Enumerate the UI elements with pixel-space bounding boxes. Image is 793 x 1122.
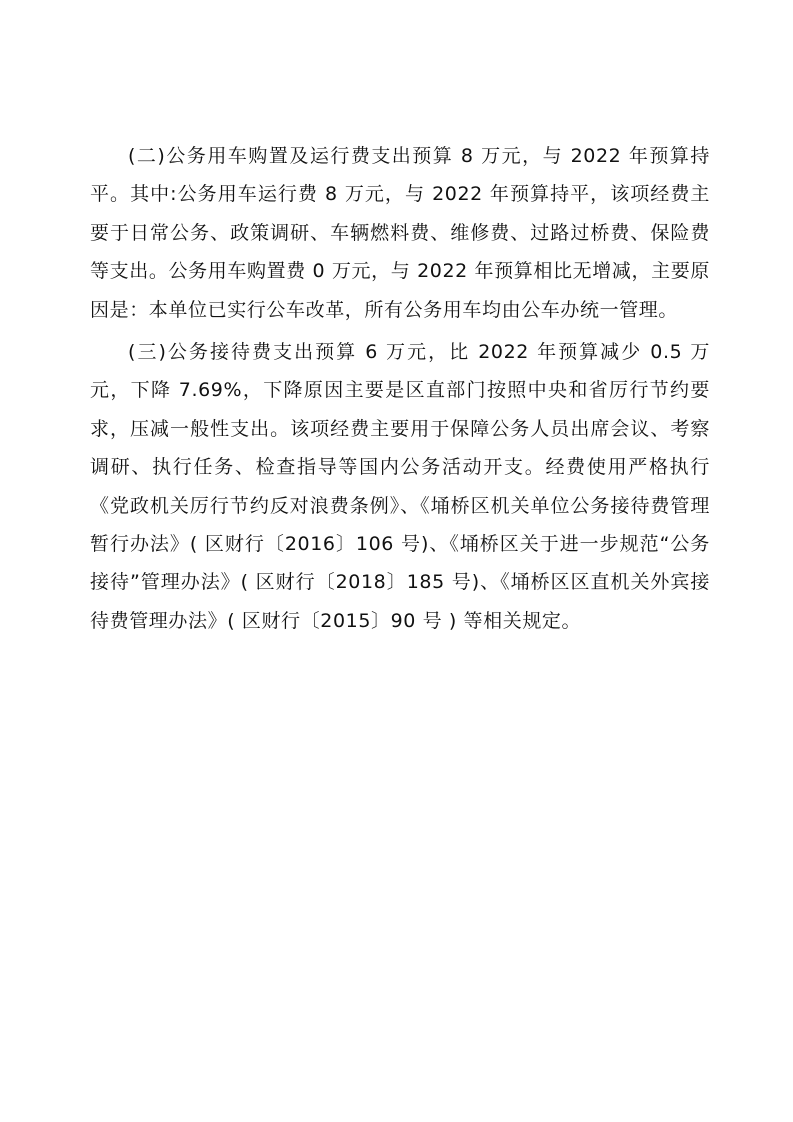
paragraph-vehicle-expenses: (二)公务用车购置及运行费支出预算 8 万元，与 2022 年预算持平。其中:公务用车运行费 8 万元，与 2022 年预算持平，该项经费主要于日常公务、政策调研、车辆燃料费、维修费、过路过桥费、保险费等支出。公务用车购置费 0 万元，与 2022 年预算相比无增减，主要原因是：本单位已实行公车改革，所有公务用车均由公车办统一管理。 <box>90 145 710 321</box>
document-body <box>90 137 710 644</box>
paragraph-reception-expenses: (三)公务接待费支出预算 6 万元，比 2022 年预算减少 0.5 万元，下降 7.69%，下降原因主要是区直部门按照中央和省厉行节约要求，压减一般性支出。该项经费主要用于保障公务人员出席会议、考察调研、执行任务、检查指导等国内公务活动开支。经费使用严格执行《党政机关厉行节约反对浪费条例》、《埇桥区机关单位公务接待费管理暂行办法》( 区财行〔2016〕106 号)、《埇桥区关于进一步规范“公务接待”管理办法》( 区财行〔2018〕185 号)、《埇桥区区直机关外宾接待费管理办法》( 区财行〔2015〕90 号 ) 等相关规定。 <box>90 341 710 632</box>
